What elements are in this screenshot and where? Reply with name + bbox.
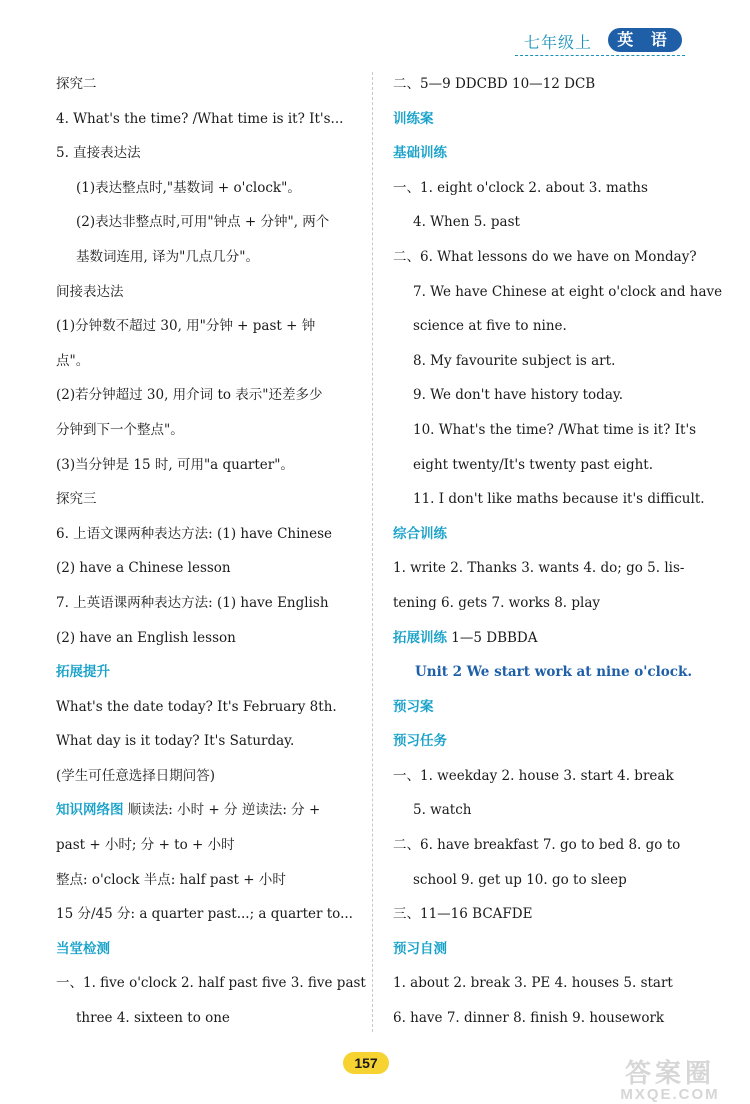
text-line: 基础训练: [393, 145, 447, 162]
text-line: Unit 2 We start work at nine o'clock.: [415, 664, 693, 681]
text-line: [56, 798, 356, 833]
text-line: 二、5—9 DDCBD 10—12 DCB: [393, 76, 596, 92]
text-line: 二、6. have breakfast 7. go to bed 8. go to: [393, 837, 681, 854]
text-line: 当堂检测: [56, 940, 110, 957]
text-line: 6. have 7. dinner 8. finish 9. housework: [393, 1010, 665, 1027]
text-line: 9. We don't have history today.: [413, 387, 624, 404]
text-line: 间接表达法: [56, 283, 124, 300]
text-line: 三、11—16 BCAFDE: [393, 906, 533, 923]
subject-badge: 英 语: [608, 28, 682, 52]
text-line: 探究三: [56, 491, 97, 508]
text-line: 基数词连用, 译为"几点几分"。: [76, 248, 260, 265]
text-line: 5. 直接表达法: [56, 145, 141, 162]
text-line: (2) have a Chinese lesson: [56, 560, 231, 577]
section-text: 顺读法: 小时 + 分 逆读法: 分 +: [123, 802, 321, 819]
grade-label: 七年级上: [524, 33, 593, 52]
text-line: (1)分钟数不超过 30, 用"分钟 + past + 钟: [56, 318, 316, 335]
text-line: 4. When 5. past: [413, 214, 520, 231]
text-line: 二、6. What lessons do we have on Monday?: [393, 248, 697, 265]
text-line: 一、1. eight o'clock 2. about 3. maths: [393, 179, 648, 196]
text-line: (3)当分钟是 15 时, 可用"a quarter"。: [56, 456, 294, 473]
text-line: 4. What's the time? /What time is it? It's...: [56, 110, 344, 127]
text-line: 11. I don't like maths because it's difficult.: [413, 491, 705, 508]
text-line: (2)表达非整点时,可用"钟点 + 分钟", 两个: [76, 214, 330, 231]
header-divider: [515, 55, 685, 57]
page-number: 157: [343, 1052, 389, 1074]
section-text: 1—5 DBBDA: [447, 629, 538, 646]
text-line: science at five to nine.: [413, 318, 567, 335]
left-column: [56, 72, 366, 1041]
text-line: 训练案: [393, 110, 434, 127]
right-column: [393, 72, 723, 1041]
text-line: 8. My favourite subject is art.: [413, 352, 616, 369]
text-line: school 9. get up 10. go to sleep: [413, 871, 627, 888]
text-line: 10. What's the time? /What time is it? It's: [413, 421, 697, 438]
column-divider: [372, 72, 373, 1032]
text-line: three 4. sixteen to one: [76, 1010, 230, 1027]
text-line: 1. about 2. break 3. PE 4. houses 5. start: [393, 975, 673, 992]
watermark-text: 答案圈: [624, 1058, 715, 1088]
text-line: [393, 626, 693, 661]
watermark-url: MXQE.COM: [620, 1086, 720, 1103]
text-line: 15 分/45 分: a quarter past...; a quarter to...: [56, 906, 353, 923]
text-line: 7. We have Chinese at eight o'clock and have: [413, 283, 723, 300]
text-line: eight twenty/It's twenty past eight.: [413, 456, 654, 473]
text-line: 探究二: [56, 76, 97, 92]
text-line: 7. 上英语课两种表达方法: (1) have English: [56, 594, 329, 611]
text-line: 拓展提升: [56, 664, 110, 681]
text-line: 点"。: [56, 352, 90, 369]
text-line: What day is it today? It's Saturday.: [56, 733, 295, 750]
section-heading: 拓展训练: [393, 629, 447, 646]
text-line: 预习自测: [393, 940, 447, 957]
text-line: (1)表达整点时,"基数词 + o'clock"。: [76, 179, 301, 196]
text-line: 一、1. weekday 2. house 3. start 4. break: [393, 767, 674, 784]
text-line: What's the date today? It's February 8th.: [56, 698, 337, 715]
text-line: 预习任务: [393, 733, 447, 750]
text-line: 预习案: [393, 698, 434, 715]
text-line: (2) have an English lesson: [56, 629, 236, 646]
text-line: 整点: o'clock 半点: half past + 小时: [56, 871, 286, 888]
text-line: 5. watch: [413, 802, 472, 819]
text-line: 分钟到下一个整点"。: [56, 421, 184, 438]
text-line: (2)若分钟超过 30, 用介词 to 表示"还差多少: [56, 387, 323, 404]
watermark-logo: [600, 1060, 740, 1104]
text-line: 1. write 2. Thanks 3. wants 4. do; go 5. lis-: [393, 560, 685, 577]
text-line: (学生可任意选择日期问答): [56, 767, 216, 784]
text-line: past + 小时; 分 + to + 小时: [56, 837, 235, 854]
text-line: tening 6. gets 7. works 8. play: [393, 594, 601, 611]
text-line: 一、1. five o'clock 2. half past five 3. five past: [56, 975, 366, 992]
text-line: 6. 上语文课两种表达方法: (1) have Chinese: [56, 525, 333, 542]
section-heading: 知识网络图: [56, 802, 124, 819]
page-header: [0, 0, 750, 60]
text-line: 综合训练: [393, 525, 447, 542]
